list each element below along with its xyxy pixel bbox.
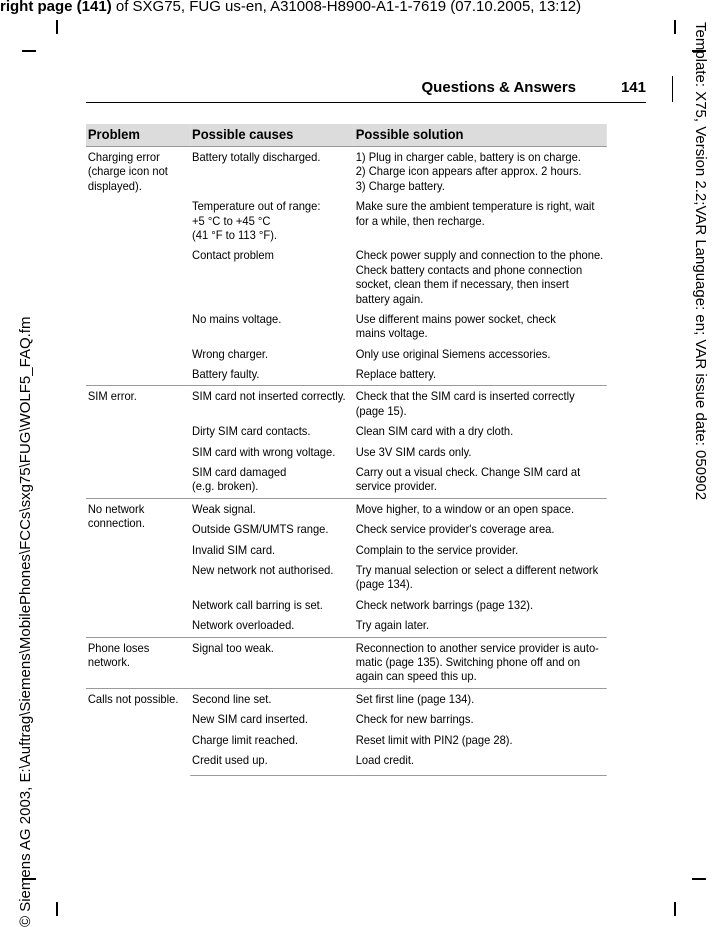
solution-cell: Use different mains power socket, check mains voltage. — [355, 311, 556, 341]
crop-mark — [674, 902, 676, 916]
cause-cell: Battery totally discharged. — [190, 147, 354, 198]
cause-cell: Temperature out of range: +5 °C to +45 °C (41 °F to 113 °F). — [192, 199, 321, 242]
column-header-causes: Possible causes — [190, 124, 354, 147]
cause-cell: Second line set. — [190, 688, 354, 710]
cause-cell: Outside GSM/UMTS range. — [192, 522, 329, 537]
solution-cell: Check that the SIM card is inserted correctly (page 15). — [354, 386, 607, 422]
solution-cell: Use 3V SIM cards only. — [355, 444, 472, 459]
solution-cell: Check service provider's coverage area. — [355, 522, 555, 537]
column-header-solution: Possible solution — [354, 124, 607, 147]
cause-cell: SIM card with wrong voltage. — [192, 444, 336, 459]
solution-cell: Complain to the service provider. — [355, 542, 519, 557]
header-divider — [672, 76, 673, 102]
cause-cell: Weak signal. — [190, 498, 354, 520]
problem-cell: SIM error. — [86, 386, 190, 498]
cause-cell: New network not authorised. — [192, 562, 334, 577]
problem-cell: No network connection. — [86, 498, 190, 637]
copyright-path: © Siemens AG 2003, E:\Auftrag\Siemens\MobilePhones\FCCs\sxg75\FUG\WOLF5_FAQ.fm — [17, 316, 34, 927]
problem-cell: Charging error (charge icon not displayed). — [86, 147, 190, 386]
cause-cell: Charge limit reached. — [192, 732, 299, 747]
faq-table — [86, 124, 607, 776]
cause-cell: Credit used up. — [190, 751, 354, 776]
cause-cell: Invalid SIM card. — [192, 542, 276, 557]
solution-cell: Carry out a visual check. Change SIM card at service provider. — [355, 465, 581, 494]
crop-mark — [56, 902, 58, 916]
solution-cell: Move higher, to a window or an open space. — [354, 498, 607, 520]
page-header — [86, 76, 646, 103]
solution-cell: Clean SIM card with a dry cloth. — [355, 424, 514, 439]
cause-cell: SIM card not inserted correctly. — [190, 386, 354, 422]
cause-cell: Contact problem — [192, 248, 274, 263]
solution-cell: Make sure the ambient temperature is right, wait for a while, then recharge. — [355, 199, 595, 228]
solution-cell: Only use original Siemens accessories. — [355, 346, 551, 361]
solution-cell: Try again later. — [355, 618, 430, 633]
cause-cell: Dirty SIM card contacts. — [192, 424, 311, 439]
table-row — [86, 688, 607, 710]
solution-cell: Check network barrings (page 132). — [355, 597, 534, 612]
table-row — [86, 147, 607, 198]
problem-cell: Calls not possible. — [86, 688, 190, 776]
column-header-problem: Problem — [86, 124, 190, 147]
print-header-page: right page (141) — [0, 0, 112, 15]
solution-cell: Set first line (page 134). — [354, 688, 607, 710]
crop-mark — [674, 20, 676, 34]
solution-cell: Reconnection to another service provider is auto-matic (page 135). Switching phone off and on again can speed this up. — [354, 637, 607, 688]
cause-cell: No mains voltage. — [192, 311, 282, 326]
cause-cell: Signal too weak. — [190, 637, 354, 688]
cause-cell: New SIM card inserted. — [192, 712, 309, 727]
table-row — [86, 637, 607, 688]
solution-cell: Reset limit with PIN2 (page 28). — [355, 732, 513, 747]
problem-cell: Phone loses network. — [86, 637, 190, 688]
table-row — [86, 498, 607, 520]
solution-cell: Load credit. — [354, 751, 607, 776]
solution-cell: 1) Plug in charger cable, battery is on charge. 2) Charge icon appears after approx. 2 hours. 3) Charge battery. — [354, 147, 607, 198]
print-header-info: of SXG75, FUG us-en, A31008-H8900-A1-1-7619 (07.10.2005, 13:12) — [111, 0, 582, 15]
cause-cell: Network overloaded. — [192, 618, 295, 633]
cause-cell: Network call barring is set. — [192, 597, 323, 612]
template-info: Template: X75, Version 2.2;VAR Language: en; VAR issue date: 050902 — [692, 22, 709, 501]
table-header-row — [86, 124, 607, 147]
cause-cell: SIM card damaged (e.g. broken). — [192, 465, 287, 494]
crop-mark — [56, 20, 58, 34]
solution-cell: Check for new barrings. — [355, 712, 474, 727]
page-number: 141 — [620, 79, 646, 96]
cause-cell: Battery faulty. — [192, 367, 260, 382]
table-row — [86, 386, 607, 422]
solution-cell: Replace battery. — [355, 367, 437, 382]
solution-cell: Check power supply and connection to the phone. Check battery contacts and phone connection socket, clean them if necessary, then insert battery again. — [355, 248, 604, 306]
print-header — [0, 0, 581, 15]
cause-cell: Wrong charger. — [192, 346, 269, 361]
page-title: Questions & Answers — [421, 79, 576, 96]
solution-cell: Try manual selection or select a different network (page 134). — [355, 562, 599, 592]
